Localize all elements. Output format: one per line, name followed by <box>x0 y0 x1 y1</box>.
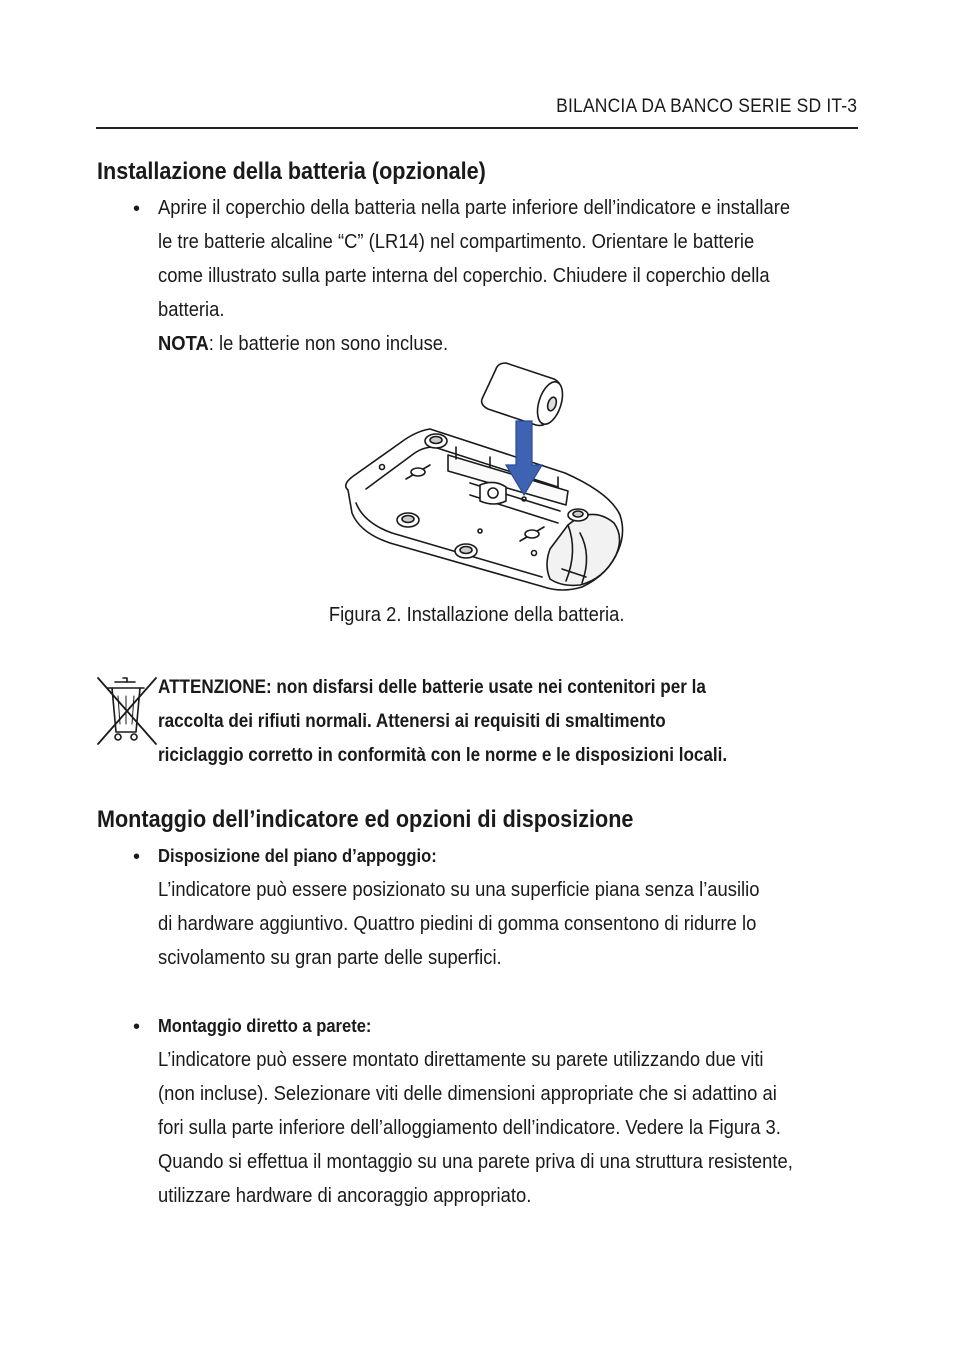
subheading-tabletop: Disposizione del piano d’appoggio: <box>158 846 437 866</box>
text-line: L’indicatore può essere montato direttamente su parete utilizzando due viti <box>158 1049 764 1071</box>
subheading-wall-mount: Montaggio diretto a parete: <box>158 1016 372 1036</box>
text-line: le tre batterie alcaline “C” (LR14) nel compartimento. Orientare le batterie <box>158 231 755 253</box>
text-line: batteria. <box>158 299 225 321</box>
section-heading-mounting: Montaggio dell’indicatore ed opzioni di disposizione <box>97 806 634 833</box>
text-line: fori sulla parte inferiore dell’alloggiamento dell’indicatore. Vedere la Figura 3. <box>158 1117 781 1139</box>
bullet-marker: • <box>133 846 141 868</box>
text-line: scivolamento su gran parte delle superfici. <box>158 947 502 969</box>
battery-installation-figure <box>330 355 630 595</box>
note-label: NOTA <box>158 333 209 355</box>
running-header: BILANCIA DA BANCO SERIE SD IT-3 <box>555 96 857 117</box>
section-heading-battery: Installazione della batteria (opzionale) <box>97 158 486 185</box>
wall-mount-description <box>158 1043 857 1213</box>
warning-line: ATTENZIONE: non disfarsi delle batterie usate nei contenitori per la <box>158 677 706 698</box>
figure-caption <box>0 604 954 627</box>
figure-caption-text: Figura 2. Installazione della batteria. <box>329 604 625 626</box>
warning-line: riciclaggio corretto in conformità con le norme e le disposizioni locali. <box>158 745 728 766</box>
text-line: di hardware aggiuntivo. Quattro piedini di gomma consentono di ridurre lo <box>158 913 757 935</box>
crossed-out-wheelie-bin-icon <box>96 676 158 746</box>
header-rule <box>96 127 858 129</box>
warning-line: raccolta dei rifiuti normali. Attenersi ai requisiti di smaltimento <box>158 711 666 732</box>
tabletop-description <box>158 873 802 975</box>
text-line: utilizzare hardware di ancoraggio appropriato. <box>158 1185 532 1207</box>
note-text: : le batterie non sono incluse. <box>208 333 449 355</box>
battery-instructions <box>158 191 802 361</box>
text-line: Quando si effettua il montaggio su una parete priva di una struttura resistente, <box>158 1151 793 1173</box>
text-line: Aprire il coperchio della batteria nella parte inferiore dell’indicatore e installare <box>158 197 791 219</box>
bullet-marker: • <box>133 1016 141 1038</box>
text-line: come illustrato sulla parte interna del coperchio. Chiudere il coperchio della <box>158 265 770 287</box>
text-line: L’indicatore può essere posizionato su una superficie piana senza l’ausilio <box>158 879 760 901</box>
bullet-marker: • <box>133 198 141 220</box>
text-line: (non incluse). Selezionare viti delle dimensioni appropriate che si adattino ai <box>158 1083 777 1105</box>
battery-disposal-warning <box>158 671 727 773</box>
